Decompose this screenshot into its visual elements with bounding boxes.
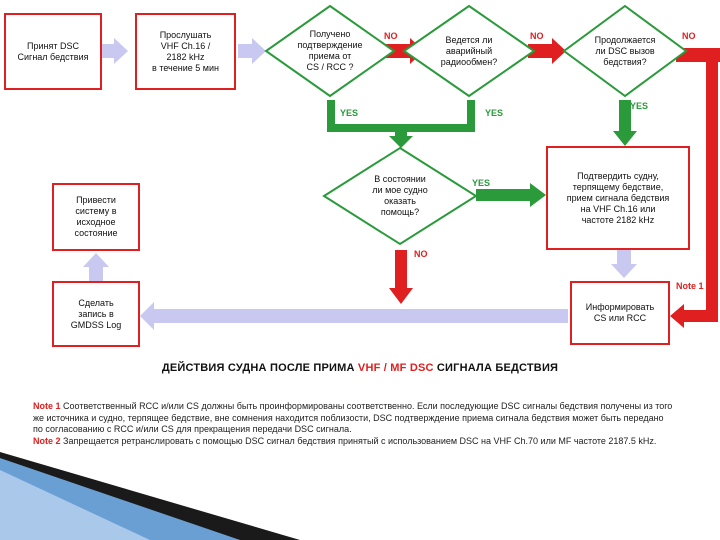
note-1-label: Note 1 bbox=[33, 401, 61, 411]
note-2-text: Запрещается ретранслировать с помощью DSC сигнал бедствия принятый с использованием DSC на VHF Ch.70 или MF частоте 2187.5 kHz. bbox=[60, 435, 657, 446]
box-reset-system bbox=[52, 183, 140, 251]
note-1-text: Соответственный RCC и/или CS должны быть проинформированы соответственно. Если последующие DSC сигналы бедствия получены из того же источника и судно, терпящее бедствие, вне сомнения находится поблизости, DSC подтверждение приема сигнала бедствия может быть передано по согласованию с RCC и/или CS для прекращения передачи DSC сигнала. bbox=[33, 401, 673, 434]
box-listen-vhf bbox=[135, 13, 236, 90]
box-confirm-receipt-text: Подтвердить судну, терпящему бедствие, прием сигнала бедствия на VHF Ch.16 или частоте 2182 kHz bbox=[566, 170, 670, 225]
arrow-yes-traffic bbox=[405, 100, 475, 132]
arrow-received-to-listen bbox=[102, 38, 128, 64]
decision-traffic-text: Ведется ли аварийный радиообмен? bbox=[440, 34, 498, 67]
box-inform-rcc bbox=[570, 281, 670, 345]
arrow-no-assist bbox=[389, 250, 413, 304]
label-yes-ack: YES bbox=[340, 108, 359, 118]
label-no-continues: NO bbox=[682, 31, 696, 41]
box-dsc-received-text: Принят DSC Сигнал бедствия bbox=[17, 40, 89, 62]
box-inform-rcc-text: Информировать CS или RCC bbox=[585, 302, 655, 323]
title-part2: СИГНАЛА БЕДСТВИЯ bbox=[433, 362, 559, 374]
box-confirm-receipt bbox=[546, 146, 690, 250]
arrow-yes-ack bbox=[327, 100, 397, 132]
box-gmdss-log bbox=[52, 281, 140, 347]
arrow-confirm-to-inform bbox=[611, 250, 637, 278]
diagram-title bbox=[0, 362, 720, 374]
label-note1-flow: Note 1 bbox=[676, 281, 704, 291]
note-2-label: Note 2 bbox=[33, 435, 61, 446]
notes-block bbox=[33, 401, 673, 447]
box-reset-system-text: Привести систему в исходное состояние bbox=[74, 195, 118, 238]
label-yes-continues: YES bbox=[630, 101, 649, 111]
arrow-inform-to-log bbox=[140, 302, 568, 330]
arrow-no-continues-down bbox=[706, 48, 718, 322]
box-dsc-received bbox=[4, 13, 102, 90]
title-part1: ДЕЙСТВИЯ СУДНА ПОСЛЕ ПРИМА bbox=[161, 362, 358, 374]
note-2 bbox=[33, 436, 673, 448]
label-no-traffic: NO bbox=[530, 31, 544, 41]
arrow-log-to-reset bbox=[83, 253, 109, 281]
decision-ack-text: Получено подтверждение приема от CS / RCC ? bbox=[297, 29, 363, 72]
decision-assist-text: В состоянии ли мое судно оказать помощь? bbox=[372, 174, 428, 217]
label-yes-assist: YES bbox=[472, 178, 491, 188]
label-no-assist: NO bbox=[414, 249, 428, 259]
arrow-listen-to-ack bbox=[238, 38, 266, 64]
title-highlight: VHF / MF DSC bbox=[357, 362, 434, 374]
box-listen-vhf-text: Прослушать VHF Ch.16 / 2182 kHz в течение 5 мин bbox=[152, 29, 219, 73]
box-gmdss-log-text: Сделать запись в GMDSS Log bbox=[70, 297, 122, 330]
note-1 bbox=[33, 401, 673, 436]
label-yes-traffic: YES bbox=[485, 108, 504, 118]
decision-continues-text: Продолжается ли DSC вызов бедствия? bbox=[594, 34, 656, 67]
label-no-ack: NO bbox=[384, 31, 398, 41]
